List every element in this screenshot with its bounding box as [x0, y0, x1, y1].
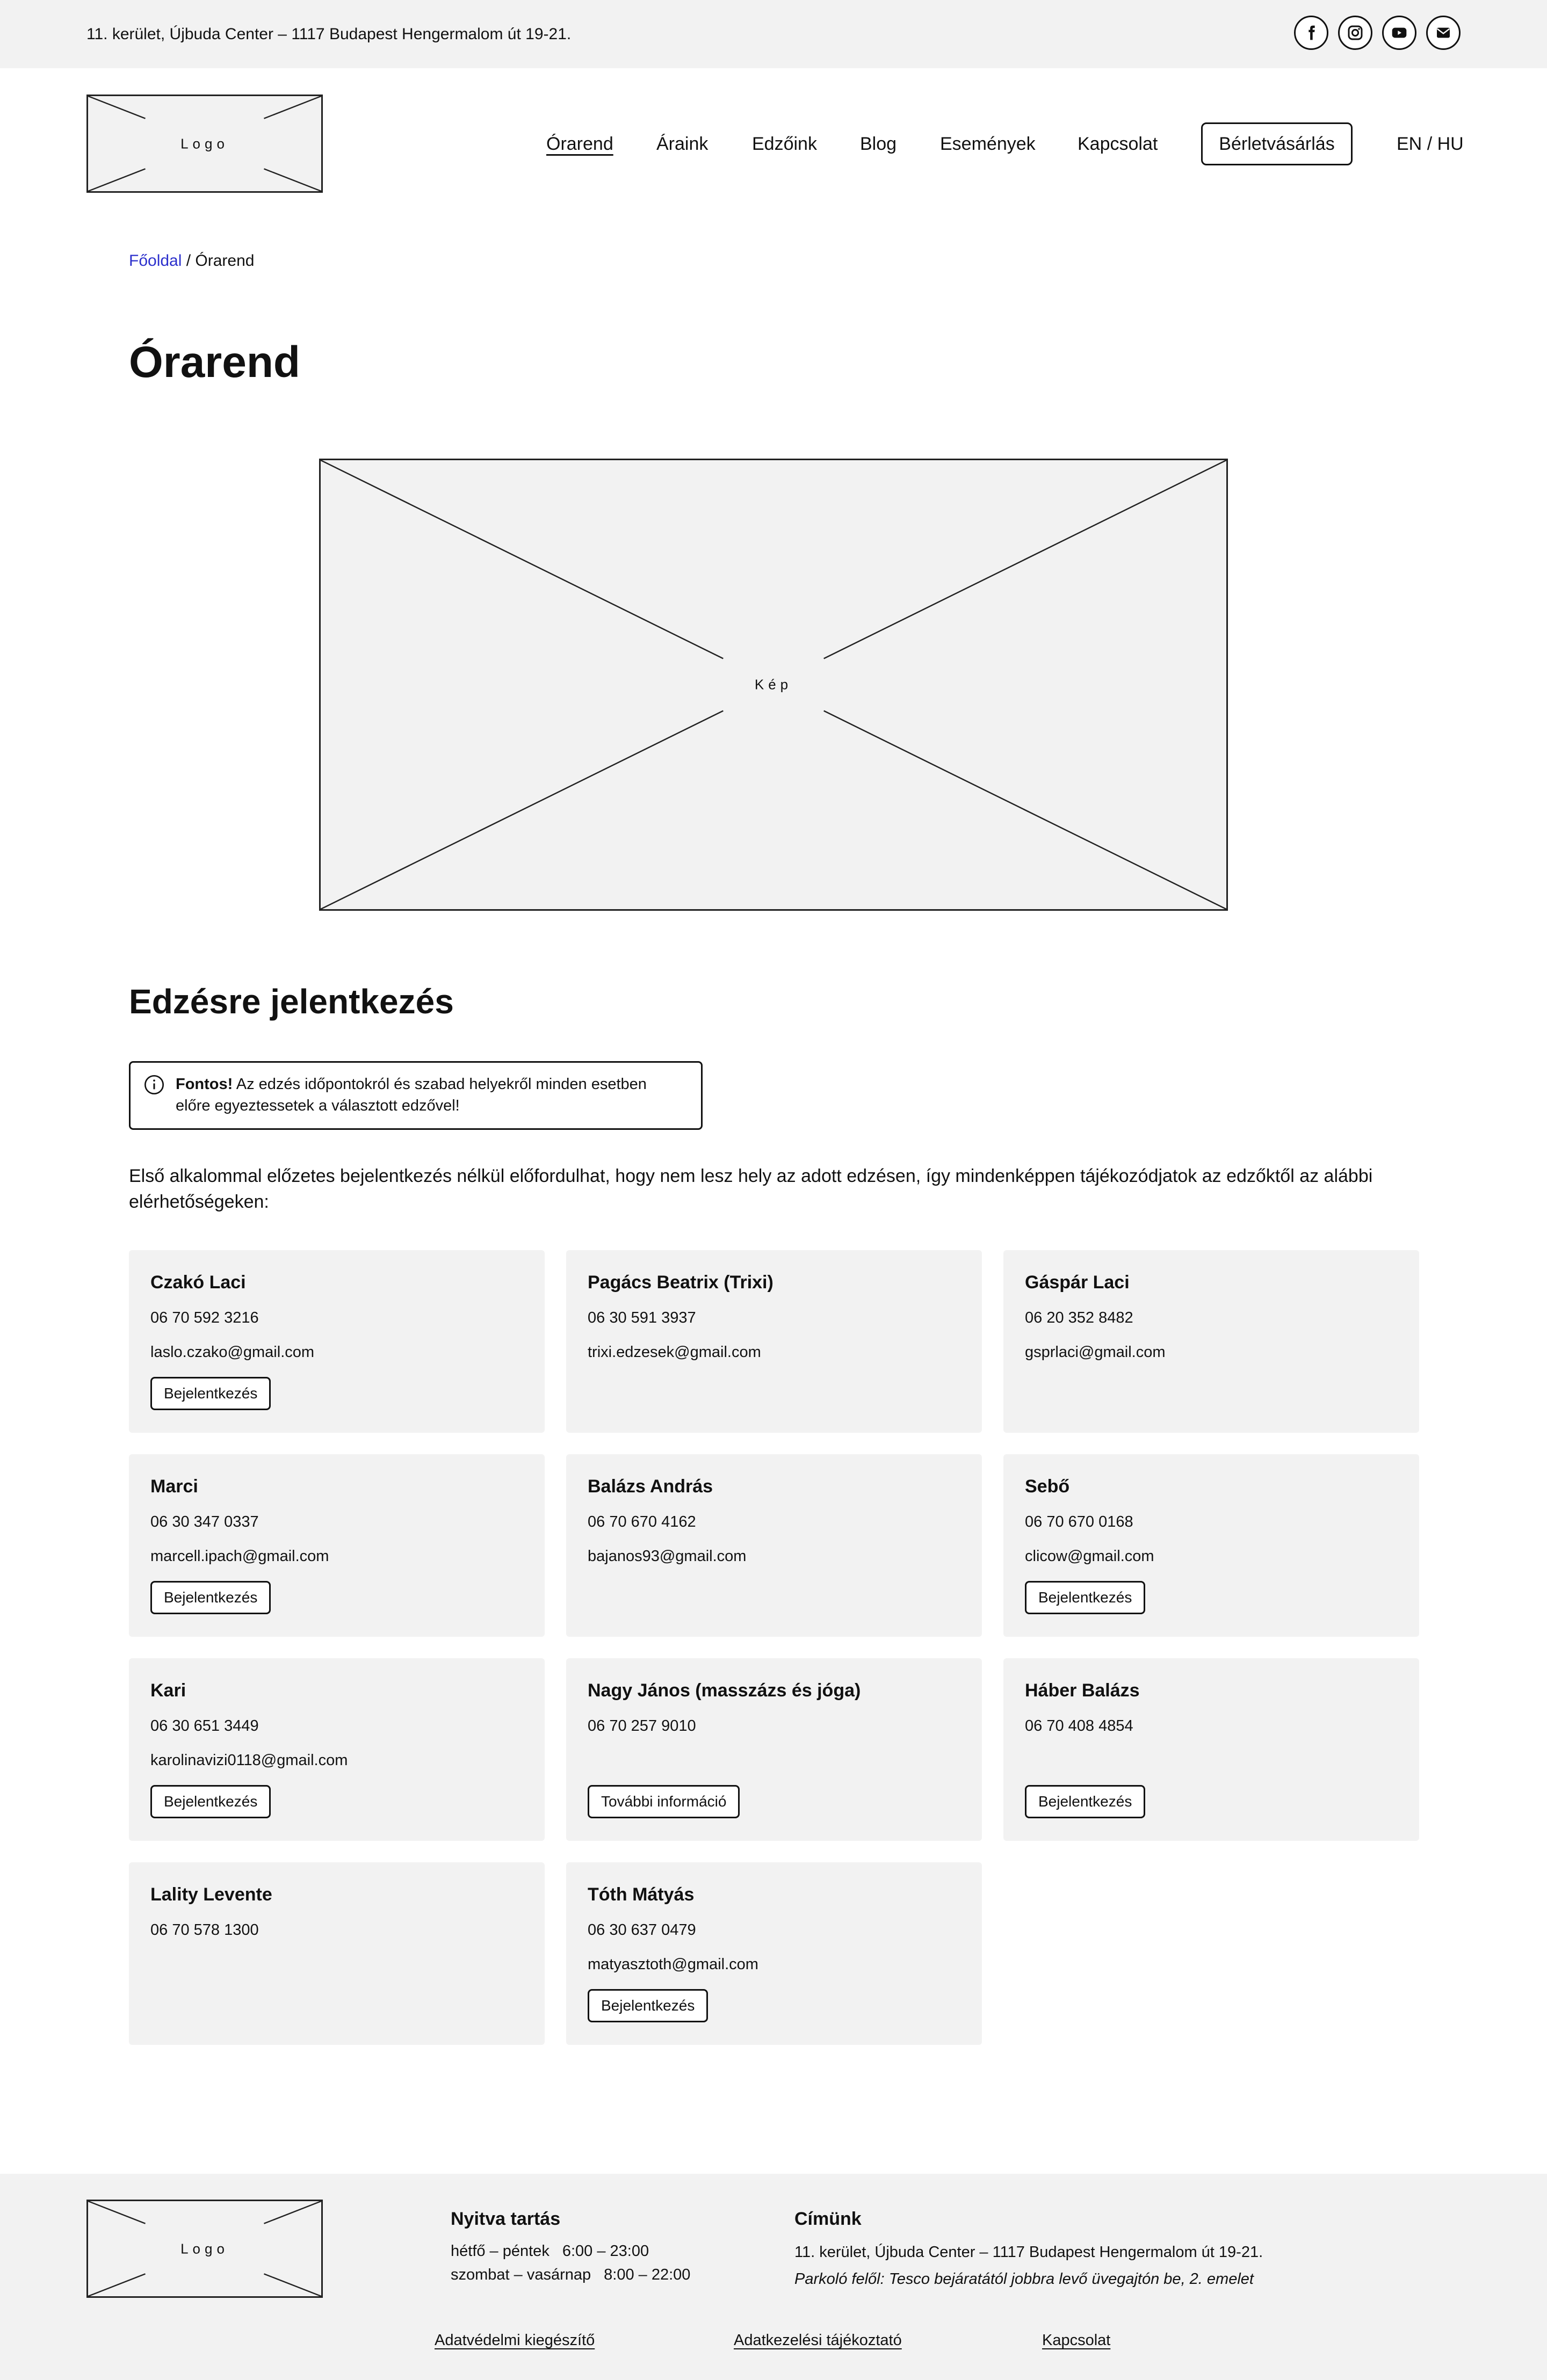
signup-button[interactable]: Bejelentkezés: [588, 1989, 708, 2022]
data-handling-link[interactable]: Adatkezelési tájékoztató: [734, 2332, 902, 2349]
nav-araink[interactable]: Áraink: [656, 134, 709, 154]
trainer-card: [566, 1658, 982, 1841]
trainer-name: Lality Levente: [150, 1884, 272, 1905]
notice-label: Fontos!: [176, 1076, 233, 1093]
trainer-name: Kari: [150, 1680, 186, 1701]
nav-blog[interactable]: Blog: [860, 134, 897, 154]
page-title: Órarend: [129, 338, 300, 387]
trainer-name: Pagács Beatrix (Trixi): [588, 1272, 774, 1293]
trainer-card: [129, 1454, 545, 1637]
top-bar: [0, 0, 1547, 68]
trainer-phone: 06 30 637 0479: [588, 1921, 696, 1939]
trainer-email: bajanos93@gmail.com: [588, 1548, 747, 1565]
trainer-phone: 06 30 591 3937: [588, 1309, 696, 1326]
trainer-card: [1003, 1454, 1419, 1637]
trainer-phone: 06 20 352 8482: [1025, 1309, 1133, 1326]
trainer-name: Tóth Mátyás: [588, 1884, 695, 1905]
hours-time: 8:00 – 22:00: [604, 2266, 691, 2283]
address-title: Címünk: [794, 2209, 862, 2229]
parking-text: Parkoló felől: Tesco bejáratától jobbra levő üvegajtón be, 2. emelet: [794, 2270, 1254, 2288]
hours-days: szombat – vasárnap: [451, 2266, 591, 2283]
more-info-button[interactable]: További információ: [588, 1785, 740, 1818]
trainer-email: matyasztoth@gmail.com: [588, 1956, 758, 1973]
trainer-card: [129, 1862, 545, 2045]
facebook-icon[interactable]: [1294, 16, 1328, 50]
signup-button[interactable]: Bejelentkezés: [1025, 1785, 1145, 1818]
trainer-name: Marci: [150, 1476, 198, 1497]
footer-logo[interactable]: [86, 2200, 323, 2298]
nav-edzoink[interactable]: Edzőink: [752, 134, 817, 154]
trainer-email: clicow@gmail.com: [1025, 1548, 1154, 1565]
footer: [0, 2174, 1547, 2380]
footer-address: [794, 2207, 1263, 2291]
logo-label: Logo: [180, 2240, 229, 2256]
opening-hours-title: Nyitva tartás: [451, 2209, 561, 2229]
signup-button[interactable]: Bejelentkezés: [150, 1581, 271, 1614]
intro-text: Első alkalommal előzetes bejelentkezés nélkül előfordulhat, hogy nem lesz hely az adott edzésen, így mindenképpen tájékozódjatok az edzőktől az alábbi elérhetőségeken:: [129, 1166, 1373, 1212]
signup-button[interactable]: Bejelentkezés: [1025, 1581, 1145, 1614]
youtube-icon[interactable]: [1382, 16, 1416, 50]
trainer-email: trixi.edzesek@gmail.com: [588, 1344, 761, 1361]
signup-button[interactable]: Bejelentkezés: [150, 1785, 271, 1818]
trainer-card: [1003, 1658, 1419, 1841]
trainer-email: karolinavizi0118@gmail.com: [150, 1752, 348, 1769]
signup-button[interactable]: Bejelentkezés: [150, 1377, 271, 1410]
trainer-card: [566, 1454, 982, 1637]
privacy-supplement-link[interactable]: Adatvédelmi kiegészítő: [435, 2332, 595, 2349]
trainer-card: [1003, 1250, 1419, 1433]
trainer-email: marcell.ipach@gmail.com: [150, 1548, 329, 1565]
trainer-phone: 06 30 651 3449: [150, 1717, 259, 1735]
email-icon[interactable]: [1426, 16, 1461, 50]
top-address: 11. kerület, Újbuda Center – 1117 Budapest Hengermalom út 19-21.: [86, 25, 572, 43]
trainer-card: [566, 1862, 982, 2045]
trainer-phone: 06 70 670 4162: [588, 1513, 696, 1530]
lang-en[interactable]: EN: [1397, 134, 1422, 154]
trainer-card: [129, 1250, 545, 1433]
trainer-name: Czakó Laci: [150, 1272, 246, 1293]
breadcrumb-current: Órarend: [195, 252, 255, 270]
nav-orarend[interactable]: Órarend: [546, 134, 613, 154]
trainer-name: Gáspár Laci: [1025, 1272, 1130, 1293]
lang-separator: /: [1427, 134, 1433, 154]
lang-hu[interactable]: HU: [1437, 134, 1464, 154]
trainer-name: Nagy János (masszázs és jóga): [588, 1680, 861, 1701]
hours-row: [451, 2263, 690, 2287]
social-links: [1294, 16, 1461, 50]
subscription-purchase-button[interactable]: Bérletvásárlás: [1201, 122, 1353, 165]
image-label: Kép: [754, 676, 793, 693]
nav-esemenyek[interactable]: Események: [940, 134, 1036, 154]
trainer-card: [129, 1658, 545, 1841]
hours-time: 6:00 – 23:00: [562, 2243, 649, 2260]
section-title: Edzésre jelentkezés: [129, 982, 454, 1021]
instagram-icon[interactable]: [1338, 16, 1372, 50]
hours-days: hétfő – péntek: [451, 2243, 550, 2260]
main-nav: [0, 122, 1547, 165]
hours-row: [451, 2239, 690, 2263]
trainer-phone: 06 70 408 4854: [1025, 1717, 1133, 1735]
trainer-phone: 06 70 670 0168: [1025, 1513, 1133, 1530]
contact-link[interactable]: Kapcsolat: [1042, 2332, 1111, 2349]
address-text: 11. kerület, Újbuda Center – 1117 Budapest Hengermalom út 19-21.: [794, 2244, 1263, 2261]
trainer-email: gsprlaci@gmail.com: [1025, 1344, 1166, 1361]
language-switcher: [1397, 132, 1464, 156]
trainer-phone: 06 70 578 1300: [150, 1921, 259, 1939]
hero-image: [319, 459, 1228, 911]
logo-label: Logo: [180, 135, 229, 151]
breadcrumb-separator: /: [182, 252, 196, 270]
notice-text: Az edzés időpontokról és szabad helyekről minden esetben előre egyeztessetek a választott edzővel!: [176, 1076, 647, 1114]
important-notice: [129, 1061, 703, 1130]
trainer-card: [566, 1250, 982, 1433]
breadcrumb-home[interactable]: Főoldal: [129, 252, 182, 270]
trainer-name: Sebő: [1025, 1476, 1070, 1497]
nav-kapcsolat[interactable]: Kapcsolat: [1078, 134, 1158, 154]
trainer-phone: 06 30 347 0337: [150, 1513, 259, 1530]
breadcrumb: [129, 250, 254, 272]
opening-hours: [451, 2207, 690, 2287]
trainer-email: laslo.czako@gmail.com: [150, 1344, 315, 1361]
trainer-phone: 06 70 257 9010: [588, 1717, 696, 1735]
trainer-phone: 06 70 592 3216: [150, 1309, 259, 1326]
trainer-name: Balázs András: [588, 1476, 713, 1497]
info-icon: [143, 1074, 165, 1095]
trainer-name: Háber Balázs: [1025, 1680, 1140, 1701]
